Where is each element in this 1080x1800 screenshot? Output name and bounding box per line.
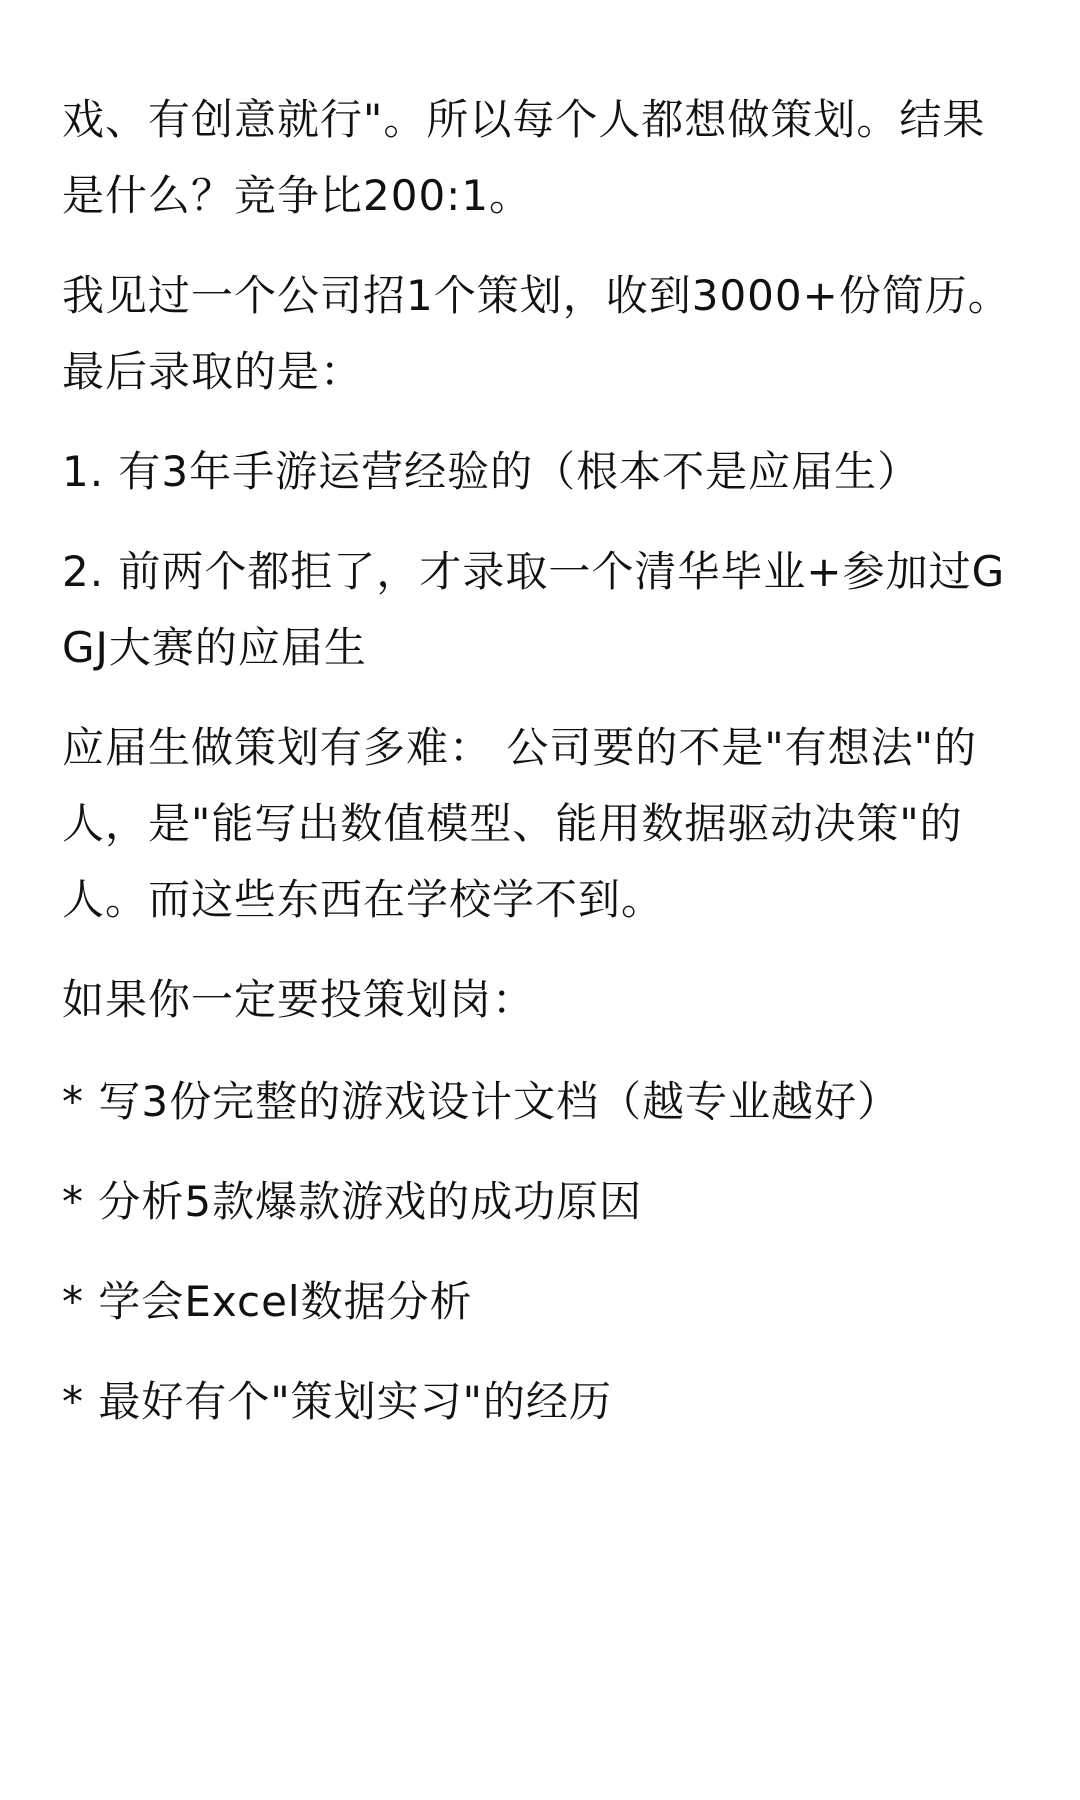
paragraph-intro: 戏、有创意就行"。所以每个人都想做策划。结果是什么？竞争比200:1。 bbox=[62, 95, 986, 220]
paragraph-hiring-story: 我见过一个公司招1个策划，收到3000+份简历。最后录取的是： bbox=[62, 271, 1011, 396]
list-item: 2. 前两个都拒了，才录取一个清华毕业+参加过GGJ大赛的应届生 bbox=[62, 547, 1006, 672]
list-item: * 分析5款爆款游戏的成功原因 bbox=[62, 1177, 643, 1226]
list-item: * 写3份完整的游戏设计文档（越专业越好） bbox=[62, 1077, 901, 1126]
numbered-list bbox=[62, 434, 1022, 686]
paragraph-difficulty: 应届生做策划有多难： 公司要的不是"有想法"的人，是"能写出数值模型、能用数据驱动决策"的人。而这些东西在学校学不到。 bbox=[62, 723, 977, 924]
list-item: * 学会Excel数据分析 bbox=[62, 1277, 473, 1326]
paragraph-advice-lead: 如果你一定要投策划岗： bbox=[62, 975, 536, 1024]
bullet-list bbox=[62, 1064, 1022, 1440]
list-item: * 最好有个"策划实习"的经历 bbox=[62, 1377, 612, 1426]
article-body bbox=[62, 82, 1022, 1464]
list-item: 1. 有3年手游运营经验的（根本不是应届生） bbox=[62, 447, 921, 496]
